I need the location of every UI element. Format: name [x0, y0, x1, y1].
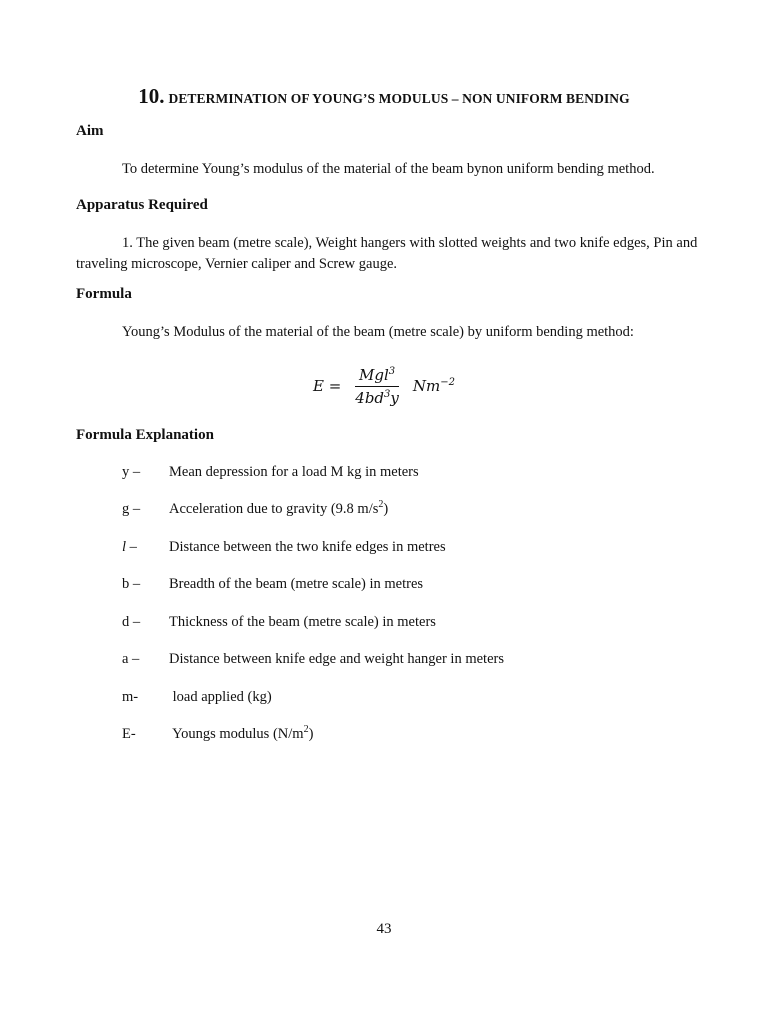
symbol-label: b – [122, 576, 141, 592]
explanation-row-a [122, 651, 722, 673]
aim-heading: Aim [76, 123, 104, 139]
symbol-label: a – [122, 651, 140, 667]
explanation-row-y [122, 464, 722, 486]
symbol-description: Distance between the two knife edges in metres [169, 539, 446, 555]
apparatus-heading: Apparatus Required [76, 197, 208, 213]
formula-intro: Young’s Modulus of the material of the beam (metre scale) by uniform bending method: [122, 324, 634, 340]
formula-fraction [351, 366, 403, 407]
formula-denominator: $4bd^3y$ [355, 388, 399, 407]
symbol-label: E- [122, 726, 136, 742]
symbol-description: Distance between knife edge and weight hanger in meters [169, 651, 504, 667]
formula-numerator: Mgl$^3$ [355, 366, 399, 387]
explanation-row-e [122, 726, 722, 748]
symbol-label: y – [122, 464, 141, 480]
symbol-label: d – [122, 614, 141, 630]
symbol-label: m- [122, 689, 139, 705]
symbol-description: load applied (kg) [169, 689, 272, 705]
explanation-row-l [122, 539, 722, 561]
symbol-description: Breadth of the beam (metre scale) in metres [169, 576, 424, 592]
explanation-row-b [122, 576, 722, 598]
title-number: 10. [138, 84, 165, 108]
symbol-label: l – [122, 539, 137, 555]
symbol-description: Mean depression for a load M kg in meters [169, 464, 419, 480]
explanation-row-d [122, 614, 722, 636]
explanation-row-m [122, 689, 722, 711]
symbol-description: Thickness of the beam (metre scale) in meters [169, 614, 436, 630]
apparatus-text: 1. The given beam (metre scale), Weight hangers with slotted weights and two knife edges, Pin and traveling microscope, Vernier caliper and Screw gauge. [76, 235, 698, 272]
title-text: DETERMINATION OF YOUNG’S MODULUS – NON UNIFORM BENDING [168, 91, 630, 106]
explanation-heading: Formula Explanation [76, 427, 214, 443]
page-title [0, 84, 768, 109]
symbol-label: g – [122, 501, 141, 517]
page-number: 43 [376, 921, 392, 937]
formula-lhs: E = [312, 377, 342, 395]
symbol-description: Youngs modulus $(N/m^2)$ [169, 724, 314, 742]
aim-text: To determine Young’s modulus of the material of the beam bynon uniform bending method. [122, 161, 655, 177]
explanation-row-g [122, 501, 722, 523]
symbol-description: Acceleration due to gravity (9.8 $m/s^2$) [169, 499, 389, 517]
youngs-modulus-formula [0, 358, 768, 414]
formula-unit: $Nm^{-2}$ [412, 377, 455, 395]
formula-heading: Formula [76, 286, 132, 302]
